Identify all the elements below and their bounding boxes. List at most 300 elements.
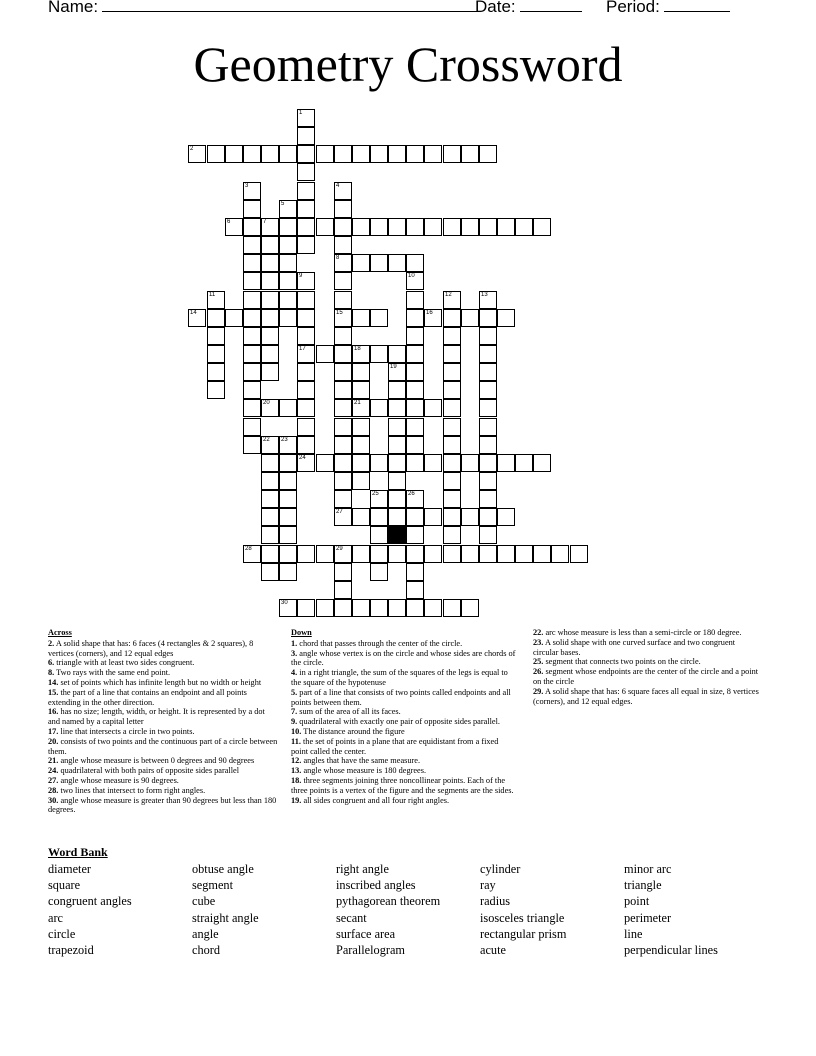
crossword-cell[interactable]: [243, 182, 261, 200]
crossword-cell[interactable]: [243, 327, 261, 345]
clue-item-text: arc whose measure is less than a semi-circle or 180 degree.: [543, 628, 742, 637]
crossword-cell[interactable]: [352, 599, 370, 617]
crossword-cell[interactable]: [334, 218, 352, 236]
clue-item: [291, 727, 517, 737]
crossword-cell[interactable]: [334, 490, 352, 508]
crossword-cell[interactable]: [297, 236, 315, 254]
word-bank-word: cube: [192, 894, 216, 909]
crossword-cell[interactable]: [551, 545, 569, 563]
crossword-cell[interactable]: [261, 545, 279, 563]
crossword-cell[interactable]: [334, 182, 352, 200]
crossword-cell[interactable]: [497, 309, 515, 327]
crossword-cell[interactable]: [188, 309, 206, 327]
crossword-cell[interactable]: [261, 218, 279, 236]
crossword-cell[interactable]: [261, 254, 279, 272]
word-bank-word: pythagorean theorem: [336, 894, 441, 909]
clue-item-text: sum of the area of all its faces.: [297, 707, 401, 717]
crossword-cell[interactable]: [443, 599, 461, 617]
crossword-cell[interactable]: [461, 454, 479, 472]
crossword-cell[interactable]: [443, 508, 461, 526]
crossword-cell[interactable]: [406, 436, 424, 454]
crossword-cell[interactable]: [443, 526, 461, 544]
crossword-cell[interactable]: [279, 218, 297, 236]
crossword-cell[interactable]: [279, 145, 297, 163]
crossword-cell[interactable]: [352, 454, 370, 472]
crossword-cell[interactable]: [352, 399, 370, 417]
page-title: Geometry Crossword: [193, 36, 623, 92]
clue-item: [48, 678, 278, 688]
crossword-cell[interactable]: [334, 418, 352, 436]
crossword-cell[interactable]: [479, 454, 497, 472]
crossword-cell[interactable]: [370, 490, 388, 508]
crossword-cell[interactable]: [570, 545, 588, 563]
word-bank-word: perpendicular lines: [624, 943, 718, 958]
crossword-cell[interactable]: [279, 399, 297, 417]
crossword-cell[interactable]: [334, 363, 352, 381]
clue-item-number: 16.: [48, 707, 59, 717]
crossword-cell[interactable]: [279, 472, 297, 490]
crossword-cell[interactable]: [316, 345, 334, 363]
crossword-cell[interactable]: [188, 145, 206, 163]
crossword-cell[interactable]: [388, 472, 406, 490]
crossword-cell[interactable]: [243, 200, 261, 218]
crossword-cell[interactable]: [352, 508, 370, 526]
crossword-cell[interactable]: [406, 526, 424, 544]
crossword-cell[interactable]: [243, 309, 261, 327]
crossword-cell[interactable]: [443, 454, 461, 472]
clue-item-text: triangle with at least two sides congruent.: [54, 658, 195, 668]
clue-item-text: has no size; length, width, or height. It is represented by a dot and named by a capital letter: [48, 707, 265, 727]
crossword-cell[interactable]: [443, 218, 461, 236]
crossword-cell[interactable]: [334, 599, 352, 617]
crossword-cell[interactable]: [388, 436, 406, 454]
crossword-cell[interactable]: [461, 545, 479, 563]
crossword-cell[interactable]: [388, 363, 406, 381]
crossword-cell[interactable]: [207, 363, 225, 381]
crossword-cell[interactable]: [443, 291, 461, 309]
crossword-cell[interactable]: [207, 345, 225, 363]
crossword-cell[interactable]: [406, 508, 424, 526]
crossword-cell[interactable]: [316, 145, 334, 163]
crossword-cell[interactable]: [424, 508, 442, 526]
crossword-cell[interactable]: [461, 599, 479, 617]
crossword-cell[interactable]: [479, 327, 497, 345]
crossword-cell[interactable]: [297, 381, 315, 399]
crossword-cell[interactable]: [243, 345, 261, 363]
crossword-cell[interactable]: [443, 309, 461, 327]
crossword-cell[interactable]: [334, 254, 352, 272]
crossword-cell[interactable]: [279, 454, 297, 472]
crossword-cell[interactable]: [479, 545, 497, 563]
crossword-cell[interactable]: [443, 381, 461, 399]
crossword-cell[interactable]: [279, 272, 297, 290]
crossword-cell[interactable]: [297, 127, 315, 145]
crossword-cell[interactable]: [297, 545, 315, 563]
crossword-cell[interactable]: [370, 218, 388, 236]
clue-item-number: 17.: [48, 726, 59, 736]
crossword-cell[interactable]: [297, 599, 315, 617]
crossword-cell[interactable]: [279, 599, 297, 617]
clue-number: 6: [227, 219, 231, 225]
clue-item: [291, 639, 517, 649]
crossword-cell[interactable]: [334, 236, 352, 254]
crossword-cell[interactable]: [370, 399, 388, 417]
crossword-cell[interactable]: [443, 418, 461, 436]
crossword-cell[interactable]: [261, 145, 279, 163]
crossword-cell[interactable]: [334, 272, 352, 290]
crossword-cell[interactable]: [243, 145, 261, 163]
crossword-cell[interactable]: [406, 381, 424, 399]
crossword-cell[interactable]: [334, 472, 352, 490]
clue-item-text: quadrilateral with both pairs of opposite sides parallel: [58, 766, 240, 776]
clue-item-number: 10.: [291, 726, 302, 736]
crossword-cell[interactable]: [243, 236, 261, 254]
crossword-cell[interactable]: [316, 545, 334, 563]
crossword-cell[interactable]: [443, 490, 461, 508]
crossword-cell[interactable]: [479, 309, 497, 327]
crossword-cell[interactable]: [443, 436, 461, 454]
crossword-cell[interactable]: [352, 363, 370, 381]
crossword-cell[interactable]: [261, 472, 279, 490]
crossword-cell[interactable]: [406, 563, 424, 581]
crossword-cell[interactable]: [261, 236, 279, 254]
clue-item: [291, 717, 517, 727]
crossword-cell[interactable]: [334, 291, 352, 309]
crossword-cell[interactable]: [406, 363, 424, 381]
crossword-cell[interactable]: [406, 309, 424, 327]
clue-number: 3: [245, 183, 249, 189]
crossword-cell[interactable]: [533, 218, 551, 236]
crossword-cell[interactable]: [279, 490, 297, 508]
crossword-cell[interactable]: [424, 309, 442, 327]
crossword-cell[interactable]: [243, 399, 261, 417]
crossword-cell[interactable]: [388, 454, 406, 472]
clue-item: [533, 687, 761, 707]
crossword-cell[interactable]: [316, 599, 334, 617]
crossword-cell[interactable]: [424, 145, 442, 163]
clue-item-number: 20.: [48, 736, 59, 746]
crossword-cell[interactable]: [443, 363, 461, 381]
crossword-cell[interactable]: [515, 545, 533, 563]
crossword-cell[interactable]: [334, 454, 352, 472]
clue-number: 11: [209, 292, 216, 298]
crossword-cell[interactable]: [388, 508, 406, 526]
crossword-cell[interactable]: [279, 545, 297, 563]
crossword-cell[interactable]: [207, 145, 225, 163]
clue-number: 16: [426, 310, 433, 316]
clue-item-number: 13.: [291, 766, 302, 776]
crossword-cell[interactable]: [406, 291, 424, 309]
crossword-cell[interactable]: [424, 399, 442, 417]
crossword-cell[interactable]: [424, 218, 442, 236]
crossword-cell[interactable]: [297, 399, 315, 417]
crossword-cell[interactable]: [479, 291, 497, 309]
crossword-cell[interactable]: [479, 399, 497, 417]
crossword-cell[interactable]: [388, 418, 406, 436]
crossword-cell[interactable]: [406, 581, 424, 599]
crossword-cell[interactable]: [334, 381, 352, 399]
clue-item-number: 22.: [533, 628, 544, 637]
crossword-cell[interactable]: [388, 218, 406, 236]
crossword-cell[interactable]: [243, 254, 261, 272]
crossword-cell[interactable]: [316, 454, 334, 472]
crossword-cell[interactable]: [297, 163, 315, 181]
crossword-cell[interactable]: [297, 327, 315, 345]
crossword-cell[interactable]: [297, 436, 315, 454]
crossword-cell[interactable]: [297, 145, 315, 163]
crossword-cell[interactable]: [406, 218, 424, 236]
crossword-cell[interactable]: [297, 363, 315, 381]
crossword-cell[interactable]: [406, 454, 424, 472]
crossword-cell[interactable]: [261, 563, 279, 581]
clue-item-text: two lines that intersect to form right angles.: [58, 785, 206, 795]
clue-item-text: segment whose endpoints are the center of the circle and a point on the circle: [533, 667, 759, 686]
crossword-cell[interactable]: [334, 327, 352, 345]
crossword-cell[interactable]: [243, 272, 261, 290]
crossword-cell[interactable]: [334, 399, 352, 417]
crossword-cell[interactable]: [261, 345, 279, 363]
crossword-cell[interactable]: [261, 327, 279, 345]
crossword-cell[interactable]: [352, 381, 370, 399]
crossword-cell[interactable]: [297, 200, 315, 218]
crossword-cell[interactable]: [388, 490, 406, 508]
clue-item-number: 1.: [291, 638, 298, 648]
crossword-cell[interactable]: [243, 418, 261, 436]
crossword-cell[interactable]: [297, 109, 315, 127]
crossword-cell[interactable]: [207, 327, 225, 345]
crossword-cell[interactable]: [279, 291, 297, 309]
crossword-cell[interactable]: [497, 545, 515, 563]
crossword-cell[interactable]: [316, 218, 334, 236]
word-bank-column: [192, 861, 259, 958]
crossword-cell[interactable]: [334, 581, 352, 599]
crossword-cell[interactable]: [243, 381, 261, 399]
crossword-cell[interactable]: [479, 418, 497, 436]
word-bank-word: minor arc: [624, 862, 672, 876]
crossword-cell[interactable]: [261, 272, 279, 290]
word-bank-word: rectangular prism: [480, 926, 567, 941]
crossword-cell[interactable]: [461, 508, 479, 526]
crossword-cell[interactable]: [497, 454, 515, 472]
crossword-cell[interactable]: [261, 399, 279, 417]
clue-number: 7: [263, 219, 267, 225]
crossword-cell[interactable]: [406, 145, 424, 163]
crossword-cell[interactable]: [370, 309, 388, 327]
crossword-cell[interactable]: [225, 145, 243, 163]
crossword-cell[interactable]: [225, 218, 243, 236]
crossword-cell[interactable]: [443, 399, 461, 417]
crossword-cell[interactable]: [352, 418, 370, 436]
crossword-cell[interactable]: [352, 218, 370, 236]
crossword-cell[interactable]: [334, 508, 352, 526]
clue-item-text: A solid shape that has: 6 faces (4 rectangles & 2 squares), 8 vertices (corners), and 12 equal edges: [48, 638, 254, 658]
period-label: Period:: [606, 0, 660, 16]
crossword-cell[interactable]: [406, 399, 424, 417]
crossword-cell[interactable]: [388, 599, 406, 617]
clue-item-number: 9.: [291, 717, 298, 727]
crossword-cell[interactable]: [352, 545, 370, 563]
crossword-cell[interactable]: [261, 526, 279, 544]
crossword-cell[interactable]: [370, 508, 388, 526]
crossword-cell[interactable]: [479, 145, 497, 163]
clue-number: 8: [336, 255, 340, 261]
crossword-cell[interactable]: [261, 454, 279, 472]
crossword-cell[interactable]: [388, 145, 406, 163]
crossword-cell[interactable]: [479, 363, 497, 381]
word-bank-word: diameter: [48, 862, 92, 876]
crossword-cell[interactable]: [243, 363, 261, 381]
crossword-cell[interactable]: [352, 436, 370, 454]
crossword-cell[interactable]: [515, 218, 533, 236]
crossword-cell[interactable]: [243, 545, 261, 563]
crossword-cell[interactable]: [461, 218, 479, 236]
crossword-cell[interactable]: [370, 345, 388, 363]
crossword-cell[interactable]: [279, 236, 297, 254]
crossword-cell[interactable]: [370, 599, 388, 617]
clue-item: [48, 766, 278, 776]
crossword-cell[interactable]: [279, 254, 297, 272]
crossword-cell[interactable]: [297, 418, 315, 436]
crossword-cell[interactable]: [261, 436, 279, 454]
crossword-cell[interactable]: [406, 599, 424, 617]
crossword-cell[interactable]: [479, 218, 497, 236]
crossword-cell[interactable]: [243, 291, 261, 309]
crossword-cell[interactable]: [279, 436, 297, 454]
crossword-cell[interactable]: [497, 508, 515, 526]
crossword-cell[interactable]: [406, 254, 424, 272]
clue-number: 13: [481, 292, 488, 298]
word-bank-word: acute: [480, 943, 506, 958]
crossword-cell[interactable]: [243, 436, 261, 454]
crossword-cell[interactable]: [297, 218, 315, 236]
crossword-cell[interactable]: [424, 545, 442, 563]
crossword-cell[interactable]: [479, 508, 497, 526]
crossword-cell[interactable]: [533, 545, 551, 563]
crossword-cell[interactable]: [388, 399, 406, 417]
crossword-cell[interactable]: [297, 309, 315, 327]
crossword-cell[interactable]: [479, 490, 497, 508]
clue-item: [291, 668, 517, 688]
clue-item: [48, 639, 278, 659]
date-label: Date:: [475, 0, 516, 16]
crossword-cell[interactable]: [297, 454, 315, 472]
crossword-cell[interactable]: [515, 454, 533, 472]
crossword-cell[interactable]: [479, 381, 497, 399]
crossword-cell[interactable]: [334, 345, 352, 363]
crossword-cell[interactable]: [388, 381, 406, 399]
crossword-cell[interactable]: [406, 490, 424, 508]
crossword-cell[interactable]: [443, 472, 461, 490]
crossword-cell[interactable]: [297, 291, 315, 309]
crossword-cell[interactable]: [406, 272, 424, 290]
word-bank-column: [624, 861, 718, 958]
crossword-cell[interactable]: [479, 526, 497, 544]
clue-item-text: all sides congruent and all four right angles.: [301, 795, 450, 805]
crossword-cell[interactable]: [334, 545, 352, 563]
crossword-cell[interactable]: [207, 291, 225, 309]
crossword-cell[interactable]: [261, 363, 279, 381]
crossword-cell[interactable]: [297, 272, 315, 290]
crossword-cell[interactable]: [334, 309, 352, 327]
crossword-cell[interactable]: [479, 472, 497, 490]
crossword-cell[interactable]: [406, 345, 424, 363]
crossword-cell[interactable]: [533, 454, 551, 472]
crossword-cell[interactable]: [352, 254, 370, 272]
crossword-cell[interactable]: [388, 545, 406, 563]
clue-item-text: line that intersects a circle in two points.: [58, 726, 195, 736]
clue-item: [533, 667, 761, 687]
crossword-cell[interactable]: [207, 381, 225, 399]
crossword-cell[interactable]: [388, 254, 406, 272]
down-clues-continued: [533, 628, 761, 706]
crossword-cell[interactable]: [243, 218, 261, 236]
clue-number: 22: [263, 437, 270, 443]
crossword-cell[interactable]: [406, 418, 424, 436]
clue-item: [291, 796, 517, 806]
crossword-cell[interactable]: [443, 345, 461, 363]
crossword-cell[interactable]: [479, 345, 497, 363]
crossword-cell[interactable]: [207, 309, 225, 327]
crossword-cell[interactable]: [388, 345, 406, 363]
crossword-cell[interactable]: [406, 545, 424, 563]
crossword-cell[interactable]: [370, 145, 388, 163]
crossword-cell[interactable]: [279, 526, 297, 544]
clue-item-number: 15.: [48, 687, 59, 697]
crossword-cell[interactable]: [424, 599, 442, 617]
crossword-cell[interactable]: [352, 345, 370, 363]
clue-item: [291, 766, 517, 776]
crossword-cell[interactable]: [370, 526, 388, 544]
crossword-cell[interactable]: [261, 508, 279, 526]
crossword-cell[interactable]: [443, 327, 461, 345]
crossword-cell[interactable]: [261, 309, 279, 327]
crossword-cell[interactable]: [225, 309, 243, 327]
crossword-cell[interactable]: [406, 327, 424, 345]
clue-number: 28: [245, 546, 252, 552]
crossword-cell[interactable]: [424, 454, 442, 472]
crossword-cell[interactable]: [370, 545, 388, 563]
crossword-cell[interactable]: [497, 218, 515, 236]
crossword-cell[interactable]: [370, 563, 388, 581]
crossword-cell[interactable]: [297, 182, 315, 200]
crossword-cell[interactable]: [279, 563, 297, 581]
crossword-cell[interactable]: [370, 454, 388, 472]
clue-number: 27: [336, 509, 343, 515]
crossword-cell[interactable]: [461, 309, 479, 327]
crossword-cell[interactable]: [261, 291, 279, 309]
clue-number: 1: [299, 110, 303, 116]
crossword-cell[interactable]: [297, 345, 315, 363]
crossword-cell[interactable]: [352, 145, 370, 163]
crossword-cell[interactable]: [334, 436, 352, 454]
crossword-cell[interactable]: [461, 145, 479, 163]
crossword-cell[interactable]: [279, 508, 297, 526]
crossword-cell[interactable]: [334, 563, 352, 581]
crossword-cell[interactable]: [443, 545, 461, 563]
crossword-cell[interactable]: [352, 472, 370, 490]
clue-item: [533, 628, 761, 638]
crossword-cell[interactable]: [279, 200, 297, 218]
crossword-cell[interactable]: [279, 309, 297, 327]
crossword-cell[interactable]: [261, 490, 279, 508]
crossword-cell[interactable]: [352, 309, 370, 327]
crossword-cell[interactable]: [370, 254, 388, 272]
crossword-cell[interactable]: [479, 436, 497, 454]
crossword-cell[interactable]: [443, 145, 461, 163]
crossword-cell[interactable]: [334, 145, 352, 163]
crossword-cell[interactable]: [334, 200, 352, 218]
clue-item: [48, 756, 278, 766]
